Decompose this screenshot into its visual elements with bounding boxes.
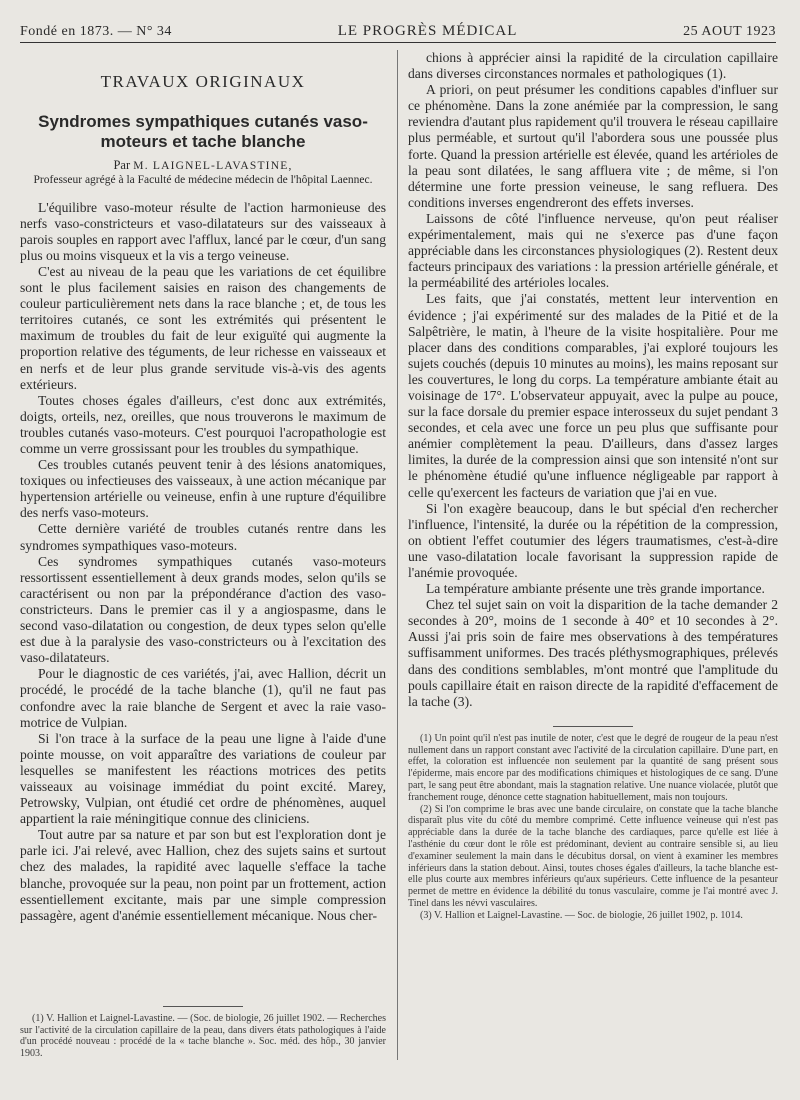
header-journal-title: LE PROGRÈS MÉDICAL <box>337 23 518 39</box>
body-paragraph: Pour le diagnostic de ces variétés, j'ai, avec Hallion, décrit un procédé, le procédé de la tache blanche (1), qu'il ne faut pas confondre avec la raie blanche de Sergent et avec la raie vaso-motrice de Vulpian. <box>20 666 386 730</box>
header-date: 25 AOUT 1923 <box>683 24 776 39</box>
footnote: (1) Un point qu'il n'est pas inutile de noter, c'est que le degré de rougeur de la peau n'est nullement dans un rapport constant avec l'activité de la circulation capillaire. D'une part, en effet, la coloration est influencée non seulement par la quantité de sang présent sous l'épiderme, mais encore par des modifications chimiques et histologiques de ce sang. D'une part, le sang peut être abondant, mais la stagnation relative. Une nuance violacée, plutôt que franchement rouge, dénonce cette stagnation habituellement, mais non toujours. <box>408 732 778 803</box>
running-header <box>20 14 776 40</box>
left-body <box>20 200 386 924</box>
body-paragraph: Chez tel sujet sain on voit la disparition de la tache demander 2 secondes à 20°, moins de 1 seconde à 40° et 10 secondes à 2°. Aussi j'ai pris soin de faire mes observations à des températures suffisamment uniformes. Des tracés pléthysmographiques, prélevés dans des conditions semblables, m'ont montré que l'amplitude du pouls capillaire était en raison directe de la rapidité d'effacement de la tache (3). <box>408 597 778 709</box>
byline-prefix: Par <box>113 158 131 173</box>
left-column <box>20 50 386 1090</box>
body-paragraph: Laissons de côté l'influence nerveuse, qu'on peut réaliser expérimentalement, mais qui ne s'exerce pas d'une façon appréciable dans les circonstances physiologiques (2). Restent deux facteurs principaux des variations : la pression artérielle générale, et la perméabilité des artérioles locales. <box>408 210 778 291</box>
body-paragraph: La température ambiante présente une très grande importance. <box>426 581 765 597</box>
body-paragraph: Cette dernière variété de troubles cutanés rentre dans les syndromes sympathiques vaso-moteurs. <box>20 521 386 553</box>
author-name: M. LAIGNEL-LAVASTINE, <box>133 160 293 173</box>
body-paragraph: chions à apprécier ainsi la rapidité de la circulation capillaire dans diverses circonstances normales et pathologiques (1). <box>408 50 778 82</box>
body-paragraph: Ces syndromes sympathiques cutanés vaso-moteurs ressortissent essentiellement à deux grands modes, selon qu'ils se caractérisent ou non par la prépondérance d'action des vaso-constricteurs. Dans le premier cas il y a angiospasme, dans le second vaso-dilatation ou congestion, de deux types selon qu'elle est due à la paralysie des vaso-constricteurs ou à l'excitation des vaso-dilatateurs. <box>20 553 386 666</box>
body-paragraph: Toutes choses égales d'ailleurs, c'est donc aux extrémités, doigts, orteils, nez, oreilles, que nous trouverons le maximum de troubles cutanés vaso-moteurs. C'est pourquoi l'acropathologie est comme un verre grossissant pour les troubles du sympathique. <box>20 392 386 456</box>
byline <box>20 158 386 174</box>
article-title: Syndromes sympathiques cutanés vaso-moteurs et tache blanche <box>38 112 368 152</box>
column-divider <box>397 50 398 1060</box>
section-title: TRAVAUX ORIGINAUX <box>100 72 306 91</box>
header-rule <box>20 42 776 43</box>
footnote: (3) V. Hallion et Laignel-Lavastine. — Soc. de biologie, 26 juillet 1902, p. 1014. <box>420 909 743 921</box>
author-affiliation: Professeur agrégé à la Faculté de médecine médecin de l'hôpital Laennec. <box>33 174 373 187</box>
left-footnotes <box>20 998 386 1060</box>
right-footnotes <box>408 726 778 922</box>
body-paragraph: Si l'on trace à la surface de la peau une ligne à l'aide d'une pointe mousse, on voit apparaître des variations de couleur par lesquelles se manifestent les réactions motrices des petits vaisseaux au voisinage immédiat du point excité. Marey, Petrowsky, Vulpian, ont étudié cet ordre de phénomènes, auquel appartient la raie méningitique connue des cliniciens. <box>20 730 386 827</box>
footnote: (1) V. Hallion et Laignel-Lavastine. — (Soc. de biologie, 26 juillet 1902. — Recherches sur l'activité de la circulation capillaire de la peau, dans divers états pathologiques à l'aide d'un procédé nouveau : procédé de la « tache blanche ». Soc. méd. des hôp., 30 janvier 1903. <box>20 1012 386 1060</box>
body-paragraph: A priori, on peut présumer les conditions capables d'influer sur ce phénomène. Dans la zone anémiée par la compression, le sang reviendra d'autant plus rapidement qu'il trouvera le réseau capillaire plus perméable, et surtout qu'il l'abordera sous une poussée plus forte. Quand la pression artérielle est élevée, quand les artérioles de la peau sont dilatées, le sang affluera vite ; de même, si l'on détermine une forte pression veineuse, le sang refluera. Des conditions inverses engendreront des effets inverses. <box>408 82 778 210</box>
body-paragraph: Ces troubles cutanés peuvent tenir à des lésions anatomiques, toxiques ou infectieuses des vaisseaux, à une action mécanique par hypertension artérielle ou veineuse, enfin à une rupture d'équilibre des nerfs vaso-moteurs. <box>20 457 386 521</box>
body-paragraph: Si l'on exagère beaucoup, dans le but spécial d'en rechercher l'influence, l'intensité, la durée ou la répétition de la compression, on obtient l'effet coutumier des légers traumatismes, c'est-à-dire une vaso-dilatation locale favorisant la suppression rapide de l'anémie provoquée. <box>408 500 778 580</box>
footnote-rule <box>163 1006 243 1007</box>
right-body <box>408 50 778 710</box>
footnote: (2) Si l'on comprime le bras avec une bande circulaire, on constate que la tache blanche disparaît plus vite du côté du membre comprimé. Cette influence veineuse qui n'est pas appréciable dans la durée de la tache blanche des cardiaques, parce qu'elle est liée à l'asthénie du cœur dont le rôle est prédominant, devient au contraire sensible si, au lieu d'examiner seulement la main dans le décubitus dorsal, on vient à examiner les membres inférieurs dans la station debout. Ainsi, toutes choses égales d'ailleurs, la tache blanche est-elle plus courte aux membres inférieurs qu'aux supérieurs. Cette influence de la pesanteur permet de mettre en évidence la débilité du tonus vasculaire, comme je l'ai montré avec J. Tinel dans les névvi vasculaires. <box>408 803 778 909</box>
right-column <box>408 50 778 1090</box>
body-paragraph: Les faits, que j'ai constatés, mettent leur intervention en évidence ; j'ai expérimenté sur des malades de la Pitié et de la Salpêtrière, le matin, à l'heure de la visite hospitalière. Pour me placer dans des conditions comparables, j'ai exploré toujours les sujets couchés (depuis 10 minutes au moins), les mains reposant sur les couvertures, le long du corps. La température ambiante était au voisinage de 17°. L'observateur appuyait, avec la pulpe au pouce, sur la face dorsale du premier espace interosseux du sujet pendant 3 secondes, et cela avec une force un peu plus que suffisante pour anémier complètement la peau. D'ailleurs, dans d'assez larges limites, la durée de la compression ainsi que son intensité n'ont sur le phénomène étudié qu'une influence négligeable par rapport à celle qu'exercent les facteurs de variation que j'ai en vue. <box>408 291 778 500</box>
footnote-rule <box>553 726 633 727</box>
body-paragraph: L'équilibre vaso-moteur résulte de l'action harmonieuse des nerfs vaso-constricteurs et vaso-dilatateurs sur des vaisseaux à parois souples en rapport avec l'afflux, lancé par le cœur, d'un sang plus ou moins visqueux et la vis a tergo veineuse. <box>20 199 386 263</box>
body-paragraph: C'est au niveau de la peau que les variations de cet équilibre sont le plus facilement saisies en raison des changements de couleur particulièrement nets dans la race blanche ; et, de tous les territoires cutanés, ce sont les extrémités qui présentent le maximum de troubles du fait de leur exiguïté qui augmente la proportion relative des téguments, de leur richesse en vaisseaux et en nerfs et de leur plus grande servitude vis-à-vis des agents extérieurs. <box>20 263 386 392</box>
header-founded: Fondé en 1873. — N° 34 <box>20 24 172 39</box>
body-paragraph: Tout autre par sa nature et par son but est l'exploration dont je parle ici. J'ai relevé, avec Hallion, chez des sujets sains et surtout chez des malades, la rapidité avec laquelle s'efface la tache blanche, provoquée sur la peau, non point par un frottement, action essentiellement excitante, mais par une simple compression passagère, agent d'anémie essentiellement mécanique. Nous cher- <box>20 827 386 923</box>
